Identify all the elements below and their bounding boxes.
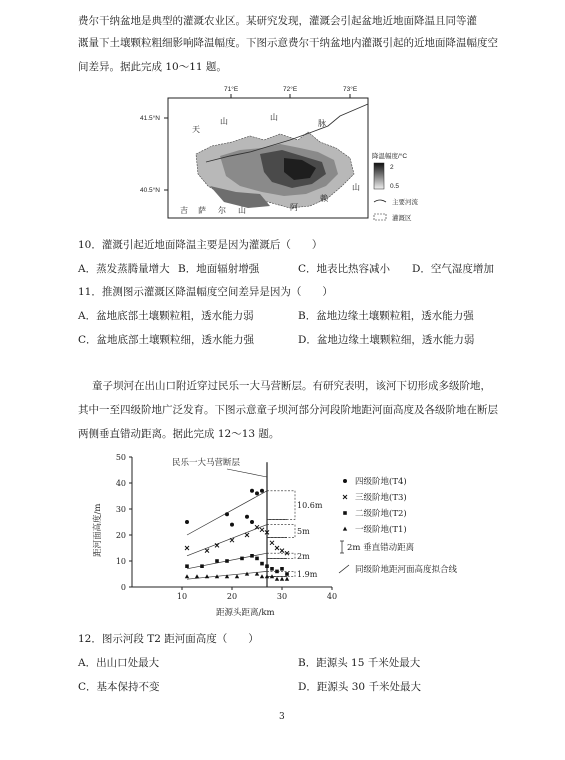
lat-label-41-5: 41.5°N — [140, 115, 160, 122]
q12-option-b: B．距源头 15 千米处最大 — [298, 657, 421, 669]
q10-stem: 10．灌溉引起近地面降温主要是因为灌溉后（ ） — [78, 239, 323, 251]
chart-offset-brackets — [267, 491, 323, 579]
passage1-line1: 费尔干纳盆地是典型的灌溉农业区。某研究发现，灌溉会引起盆地近地面降温且同等灌 — [78, 15, 477, 27]
q12-option-c: C．基本保持不变 — [78, 681, 160, 693]
legend-irrigated-symbol — [374, 214, 386, 220]
offset-label: 2m — [297, 551, 310, 561]
q11-option-a: A．盆地底部土壤颗粒粗，透水能力弱 — [78, 310, 254, 322]
legend-t2-label: 二级阶地(T2) — [355, 509, 407, 519]
legend-t3-marker — [343, 495, 347, 499]
x-tick-label: 40 — [326, 592, 338, 601]
data-point-t2 — [215, 559, 219, 563]
data-point-t4 — [250, 489, 254, 493]
map-label-shan-4: 山 — [238, 206, 246, 215]
x-tick-label: 30 — [276, 592, 288, 601]
lon-label-71: 71°E — [224, 86, 239, 93]
legend-gradient-bar — [374, 163, 384, 189]
q12-option-d: D．距源头 30 千米处最大 — [298, 681, 421, 693]
lon-label-72: 72°E — [283, 86, 298, 93]
data-point-t4 — [260, 489, 264, 493]
q11-stem: 11．推测图示灌溉区降温幅度空间差异是因为（ ） — [78, 286, 333, 298]
map-label-shan-1: 山 — [220, 117, 228, 126]
y-tick-label: 50 — [115, 453, 126, 462]
legend-offset-symbol — [340, 541, 344, 553]
q12-option-a: A．出山口处最大 — [78, 657, 160, 669]
data-point-t2 — [260, 562, 264, 566]
data-point-t1 — [185, 574, 189, 578]
data-point-t3 — [185, 546, 189, 550]
data-point-t3 — [280, 549, 284, 553]
legend-t1-marker — [343, 527, 347, 531]
data-point-t2 — [240, 557, 244, 561]
map-label-ji: 吉 — [180, 206, 188, 215]
x-tick-label: 10 — [176, 592, 188, 601]
data-point-t2 — [250, 554, 254, 558]
data-point-t3 — [270, 541, 274, 545]
offset-label: 5m — [297, 527, 310, 537]
legend-t4-marker — [343, 479, 347, 483]
passage2-line3: 两侧垂直错动距离。据此完成 12～13 题。 — [78, 428, 280, 440]
data-point-t2 — [255, 557, 259, 561]
data-point-t1 — [280, 577, 284, 581]
legend-offset-label: 2m 垂直错动距离 — [347, 543, 415, 553]
chart-legend — [339, 476, 458, 575]
data-point-t3 — [245, 533, 249, 537]
lat-label-40-5: 40.5°N — [140, 187, 160, 194]
map-label-mai: 脉 — [318, 119, 326, 128]
legend-t1-label: 一级阶地(T1) — [355, 525, 407, 535]
y-tick-label: 20 — [115, 531, 126, 540]
data-point-t2 — [270, 567, 274, 571]
offset-bracket — [267, 491, 295, 520]
chart-marks — [185, 489, 289, 581]
data-point-t1 — [270, 574, 274, 578]
q11-option-d: D．盆地边缘土壤颗粒细，透水能力弱 — [298, 334, 475, 346]
legend-river-label: 主要河流 — [392, 199, 418, 206]
data-point-t3 — [260, 528, 264, 532]
data-point-t3 — [230, 538, 234, 542]
offset-label: 10.6m — [297, 501, 323, 511]
fergana-basin-map — [140, 82, 450, 228]
map-label-tian: 天 — [192, 125, 200, 134]
lon-label-73: 73°E — [343, 86, 358, 93]
offset-label: 1.9m — [297, 570, 318, 579]
map-label-shan-3: 山 — [352, 183, 360, 192]
q10-option-d: D．空气湿度增加 — [412, 263, 494, 275]
legend-fit-label: 同级阶地距河面高度拟合线 — [355, 565, 458, 575]
legend-t4-label: 四级阶地(T4) — [355, 477, 407, 487]
fit-line — [187, 525, 267, 556]
data-point-t2 — [185, 564, 189, 568]
legend-irrigated-label: 灌溉区 — [392, 215, 412, 222]
y-axis-label: 距河面高度/m — [93, 503, 103, 557]
data-point-t1 — [285, 577, 289, 581]
data-point-t4 — [185, 520, 189, 524]
passage2-line2: 其中一至四级阶地广泛发育。下图示意童子坝河部分河段阶地距河面高度及各级阶地在断层 — [78, 404, 498, 416]
data-point-t4 — [245, 515, 249, 519]
x-axis-label: 距源头距离/km — [216, 608, 275, 618]
data-point-t2 — [225, 559, 229, 563]
legend-high-label: 2 — [390, 164, 394, 171]
data-point-t1 — [275, 577, 279, 581]
map-label-lai: 赖 — [320, 194, 328, 203]
data-point-t1 — [260, 574, 264, 578]
q12-stem: 12．图示河段 T2 距河面高度（ ） — [78, 633, 259, 645]
data-point-t3 — [205, 549, 209, 553]
passage2-line1: 童子坝河在出山口附近穿过民乐一大马营断层。有研究表明，该河下切形成多级阶地， — [92, 380, 491, 392]
data-point-t2 — [200, 564, 204, 568]
legend-river-symbol — [374, 200, 386, 202]
map-label-sa: 萨 — [198, 206, 206, 215]
q11-option-c: C．盆地底部土壤颗粒细，透水能力强 — [78, 334, 255, 346]
fault-leader — [227, 469, 267, 477]
terrace-height-chart — [80, 447, 490, 625]
map-label-a: 阿 — [290, 203, 298, 212]
data-point-t3 — [275, 546, 279, 550]
map-label-er: 尔 — [218, 206, 226, 215]
legend-t3-label: 三级阶地(T3) — [355, 493, 407, 503]
data-point-t1 — [195, 574, 199, 578]
data-point-t4 — [230, 523, 234, 527]
q10-option-a: A．蒸发蒸腾量增大 — [78, 263, 170, 275]
data-point-t2 — [285, 572, 289, 576]
fault-label: 民乐一大马营断层 — [172, 458, 241, 468]
data-point-t4 — [255, 491, 259, 495]
y-tick-label: 40 — [115, 479, 126, 488]
passage1-line2: 溉量下土壤颗粒粗细影响降温幅度。下图示意费尔干纳盆地内灌溉引起的近地面降温幅度空 — [78, 37, 498, 49]
legend-fit-symbol — [339, 565, 349, 573]
y-tick-label: 10 — [115, 557, 126, 566]
data-point-t2 — [265, 564, 269, 568]
legend-low-label: 0.5 — [390, 183, 400, 190]
data-point-t2 — [280, 567, 284, 571]
x-tick-label: 20 — [226, 592, 238, 601]
q10-option-b: B．地面辐射增强 — [178, 263, 260, 275]
data-point-t1 — [205, 574, 209, 578]
data-point-t4 — [250, 520, 254, 524]
legend-title: 降温幅度/°C — [372, 153, 408, 160]
q11-option-b: B．盆地边缘土壤颗粒粗，透水能力强 — [298, 310, 474, 322]
y-tick-label: 0 — [120, 583, 126, 592]
data-point-t4 — [225, 512, 229, 516]
map-label-shan-2: 山 — [270, 113, 278, 122]
offset-bracket — [267, 525, 295, 538]
legend-t2-marker — [343, 511, 347, 515]
q10-option-c: C．地表比热容减小 — [298, 263, 391, 275]
passage1-line3: 间差异。据此完成 10～11 题。 — [78, 61, 227, 73]
offset-bracket — [267, 553, 295, 558]
page-number: 3 — [279, 712, 285, 722]
y-tick-label: 30 — [115, 505, 126, 514]
